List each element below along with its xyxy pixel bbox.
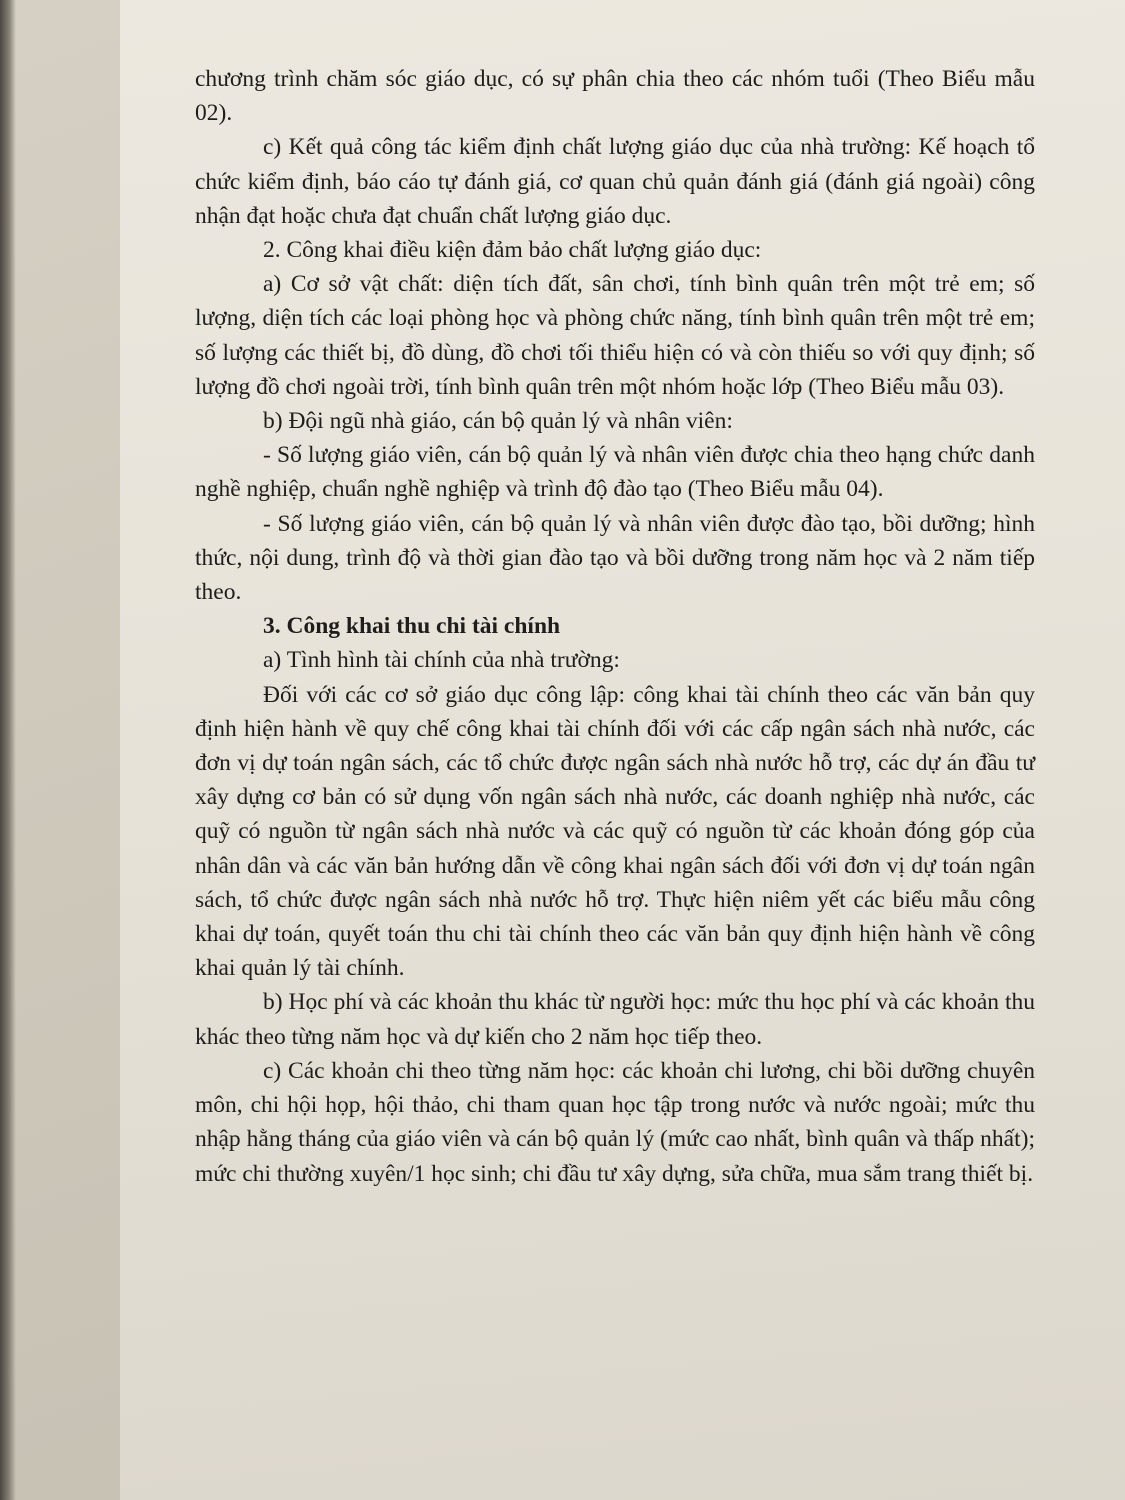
paragraph: Đối với các cơ sở giáo dục công lập: công khai tài chính theo các văn bản quy định hiện hành về quy chế công khai tài chính đối với các cấp ngân sách nhà nước, các đơn vị dự toán ngân sách, các tổ chức được ngân sách nhà nước hỗ trợ, các dự án đầu tư xây dựng cơ bản có sử dụng vốn ngân sách nhà nước, các doanh nghiệp nhà nước, các quỹ có nguồn từ ngân sách nhà nước và các quỹ có nguồn từ các khoản đóng góp của nhân dân và các văn bản hướng dẫn về công khai ngân sách đối với đơn vị dự toán ngân sách, tổ chức được ngân sách nhà nước hỗ trợ. Thực hiện niêm yết các biểu mẫu công khai dự toán, quyết toán thu chi tài chính theo các văn bản quy định hiện hành về công khai quản lý tài chính. [195,681,1035,982]
paragraph: b) Học phí và các khoản thu khác từ người học: mức thu học phí và các khoản thu khác theo từng năm học và dự kiến cho 2 năm học tiếp theo. [195,989,1035,1050]
section-2-title: 2. Công khai điều kiện đảm bảo chất lượng giáo dục: [263,237,762,264]
paragraph: b) Đội ngũ nhà giáo, cán bộ quản lý và nhân viên: [263,408,733,435]
document-body [195,62,1035,1191]
paragraph: c) Các khoản chi theo từng năm học: các khoản chi lương, chi bồi dưỡng chuyên môn, chi hội họp, hội thảo, chi tham quan học tập trong nước và nước ngoài; mức thu nhập hằng tháng của giáo viên và cán bộ quản lý (mức cao nhất, bình quân và thấp nhất); mức chi thường xuyên/1 học sinh; chi đầu tư xây dựng, sửa chữa, mua sắm trang thiết bị. [195,1057,1035,1187]
section-3-heading: 3. Công khai thu chi tài chính [263,613,561,640]
paragraph: a) Cơ sở vật chất: diện tích đất, sân chơi, tính bình quân trên một trẻ em; số lượng, diện tích các loại phòng học và phòng chức năng, tính bình quân trên một trẻ em; số lượng các thiết bị, đồ dùng, đồ chơi tối thiểu hiện có và còn thiếu so với quy định; số lượng đồ chơi ngoài trời, tính bình quân trên một nhóm hoặc lớp (Theo Biểu mẫu 03). [195,271,1035,400]
paragraph: chương trình chăm sóc giáo dục, có sự phân chia theo các nhóm tuổi (Theo Biểu mẫu 02). [195,66,1035,127]
paragraph: - Số lượng giáo viên, cán bộ quản lý và nhân viên được đào tạo, bồi dưỡng; hình thức, nội dung, trình độ và thời gian đào tạo và bồi dưỡng trong năm học và 2 năm tiếp theo. [195,510,1035,606]
paragraph: - Số lượng giáo viên, cán bộ quản lý và nhân viên được chia theo hạng chức danh nghề nghiệp, chuẩn nghề nghiệp và trình độ đào tạo (Theo Biểu mẫu 04). [195,442,1035,503]
page-edge-shadow [0,0,16,1500]
paragraph: c) Kết quả công tác kiểm định chất lượng giáo dục của nhà trường: Kế hoạch tổ chức kiểm định, báo cáo tự đánh giá, cơ quan chủ quản đánh giá (đánh giá ngoài) công nhận đạt hoặc chưa đạt chuẩn chất lượng giáo dục. [195,134,1035,229]
paragraph: a) Tình hình tài chính của nhà trường: [263,647,620,674]
